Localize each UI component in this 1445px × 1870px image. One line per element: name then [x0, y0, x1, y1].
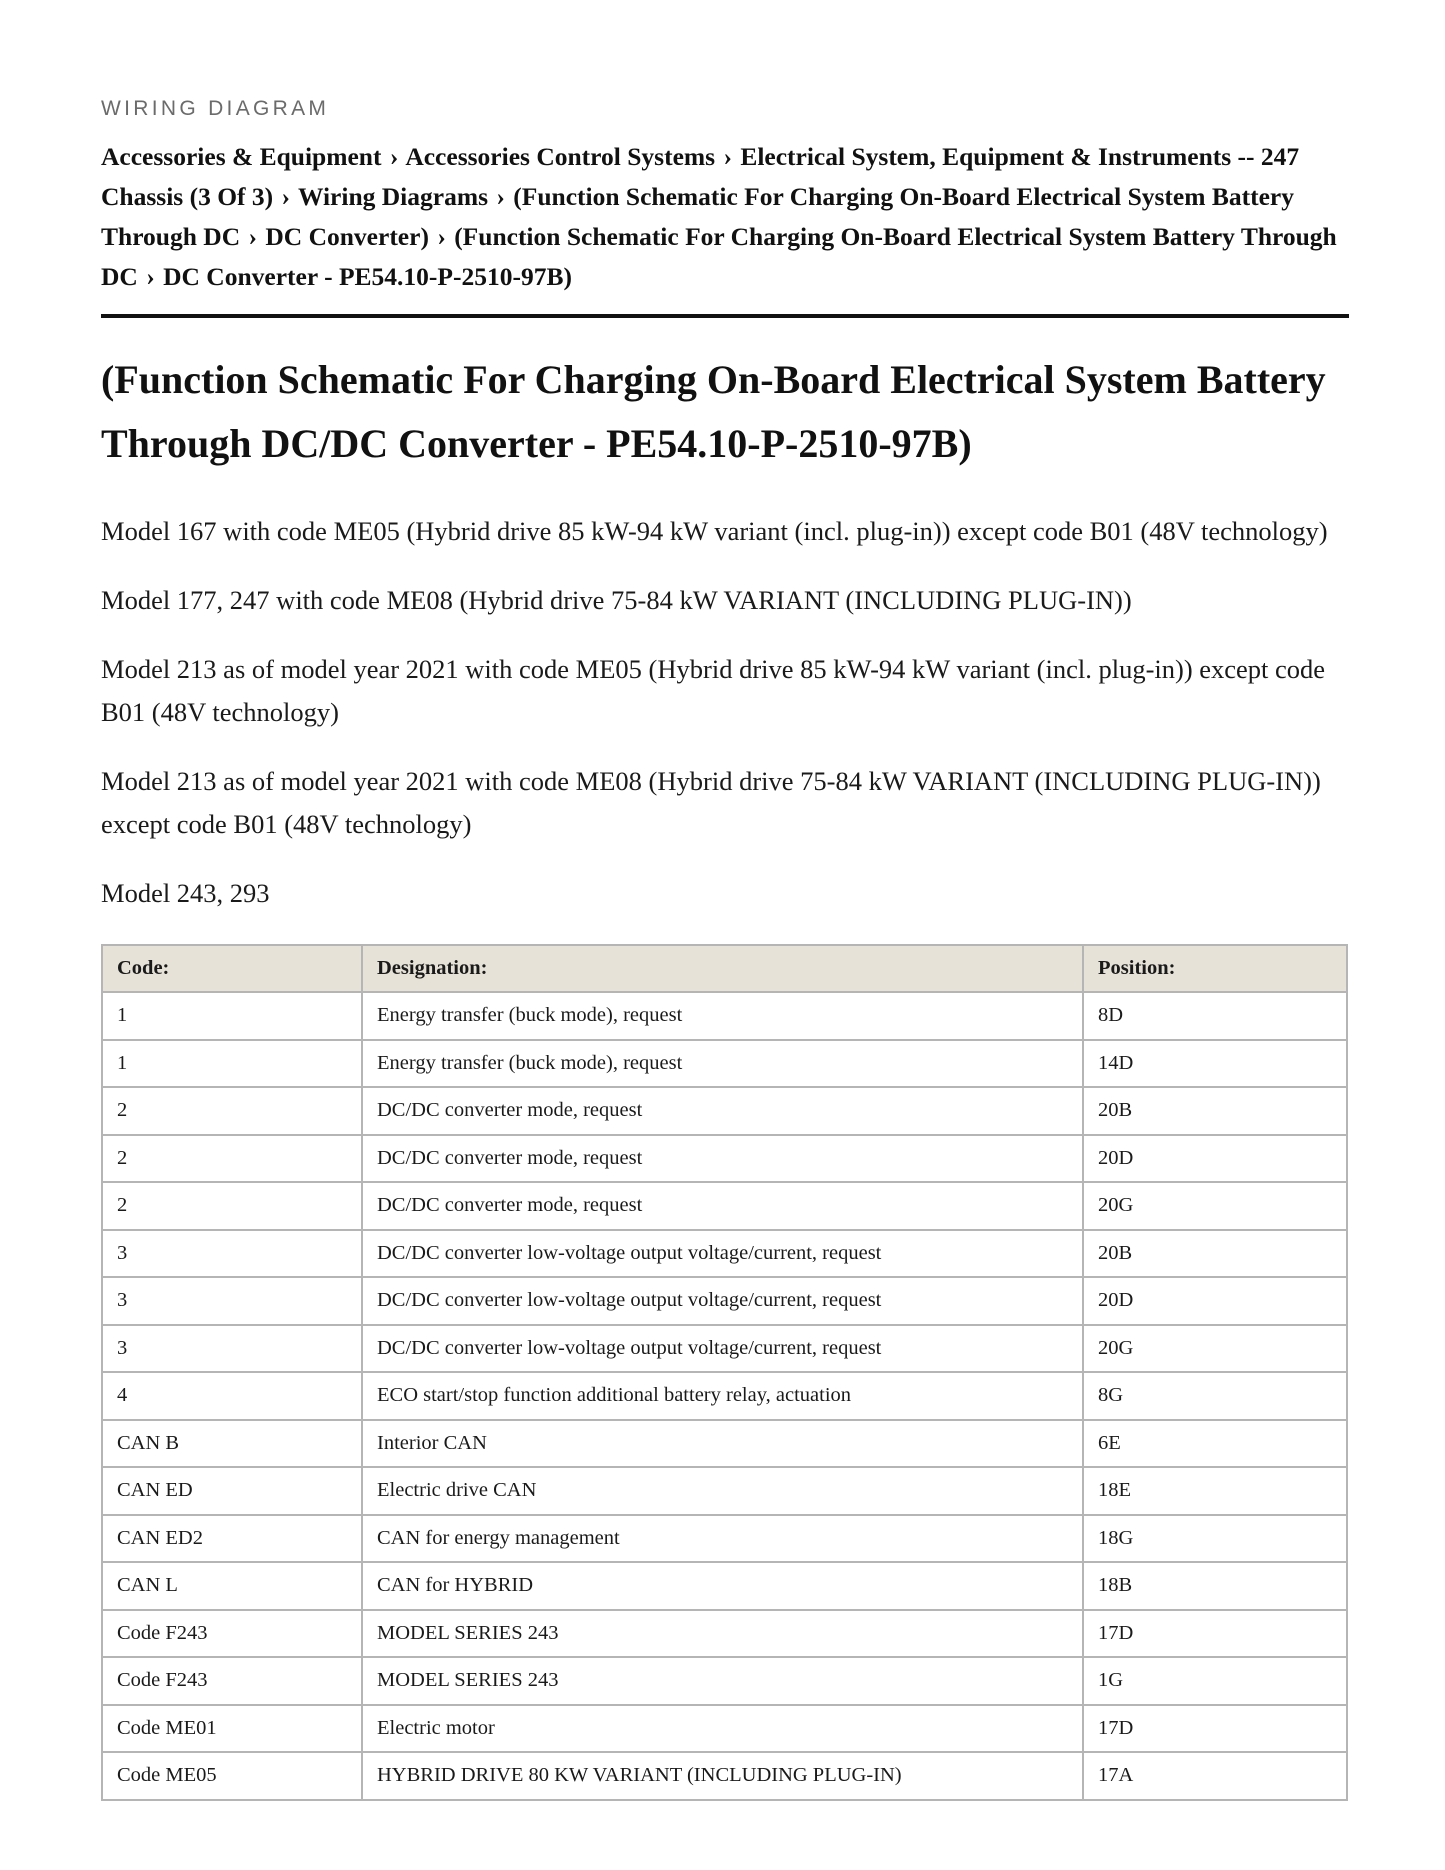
cell-designation: DC/DC converter low-voltage output voltage/current, request — [362, 1277, 1083, 1325]
breadcrumb-separator: › — [281, 182, 291, 211]
cell-designation: MODEL SERIES 243 — [362, 1610, 1083, 1658]
cell-designation: Interior CAN — [362, 1420, 1083, 1468]
table-row — [102, 1135, 1347, 1183]
cell-code: CAN L — [102, 1562, 362, 1610]
breadcrumb — [101, 137, 1349, 318]
cell-designation: HYBRID DRIVE 80 KW VARIANT (INCLUDING PLUG-IN) — [362, 1752, 1083, 1800]
cell-code: Code F243 — [102, 1657, 362, 1705]
cell-designation: ECO start/stop function additional battery relay, actuation — [362, 1372, 1083, 1420]
breadcrumb-separator: › — [437, 222, 446, 251]
cell-position: 8G — [1083, 1372, 1347, 1420]
cell-position: 18B — [1083, 1562, 1347, 1610]
cell-code: Code ME05 — [102, 1752, 362, 1800]
table-row — [102, 1705, 1347, 1753]
cell-position: 20G — [1083, 1325, 1347, 1373]
breadcrumb-item[interactable]: DC Converter) — [265, 222, 429, 251]
table-row — [102, 992, 1347, 1040]
table-row — [102, 1752, 1347, 1800]
cell-designation: DC/DC converter mode, request — [362, 1087, 1083, 1135]
cell-code: CAN ED2 — [102, 1515, 362, 1563]
document-page — [101, 96, 1349, 1801]
cell-designation: CAN for energy management — [362, 1515, 1083, 1563]
cell-position: 17A — [1083, 1752, 1347, 1800]
cell-code: 1 — [102, 992, 362, 1040]
cell-position: 20G — [1083, 1182, 1347, 1230]
cell-position: 18E — [1083, 1467, 1347, 1515]
breadcrumb-item[interactable]: Wiring Diagrams — [297, 182, 489, 211]
page-title: (Function Schematic For Charging On-Board Electrical System Battery Through DC/DC Converter - PE54.10-P-2510-97B) — [101, 357, 1326, 466]
table-row — [102, 1420, 1347, 1468]
cell-code: CAN B — [102, 1420, 362, 1468]
breadcrumb-separator: › — [496, 182, 505, 211]
applicability-paragraph: Model 243, 293 — [101, 878, 270, 908]
cell-code: 4 — [102, 1372, 362, 1420]
cell-designation: DC/DC converter mode, request — [362, 1135, 1083, 1183]
cell-designation: DC/DC converter low-voltage output voltage/current, request — [362, 1325, 1083, 1373]
cell-code: 3 — [102, 1325, 362, 1373]
cell-code: 2 — [102, 1087, 362, 1135]
breadcrumb-separator: › — [389, 142, 399, 171]
cell-code: Code F243 — [102, 1610, 362, 1658]
breadcrumb-separator: › — [248, 222, 257, 251]
table-row — [102, 1040, 1347, 1088]
cell-code: 3 — [102, 1277, 362, 1325]
table-row — [102, 1182, 1347, 1230]
applicability-paragraph: Model 177, 247 with code ME08 (Hybrid drive 75-84 kW VARIANT (INCLUDING PLUG-IN)) — [101, 585, 1132, 615]
breadcrumb-item[interactable]: (Function Schematic For Charging On-Board Electrical System Battery Through DC — [101, 222, 1337, 291]
cell-code: 2 — [102, 1182, 362, 1230]
table-row — [102, 1515, 1347, 1563]
column-header-designation: Designation: — [362, 945, 1083, 992]
cell-designation: Electric motor — [362, 1705, 1083, 1753]
cell-position: 14D — [1083, 1040, 1347, 1088]
column-header-position: Position: — [1083, 945, 1347, 992]
cell-designation: Energy transfer (buck mode), request — [362, 992, 1083, 1040]
cell-designation: DC/DC converter low-voltage output voltage/current, request — [362, 1230, 1083, 1278]
table-header-row — [102, 945, 1347, 992]
table-row — [102, 1277, 1347, 1325]
cell-code: Code ME01 — [102, 1705, 362, 1753]
cell-designation: MODEL SERIES 243 — [362, 1657, 1083, 1705]
cell-position: 20D — [1083, 1135, 1347, 1183]
cell-position: 18G — [1083, 1515, 1347, 1563]
table-row — [102, 1562, 1347, 1610]
table-row — [102, 1372, 1347, 1420]
table-row — [102, 1657, 1347, 1705]
applicability-paragraph: Model 213 as of model year 2021 with code ME05 (Hybrid drive 85 kW-94 kW variant (incl. plug-in)) except code B01 (48V technology) — [101, 654, 1326, 727]
cell-designation: Electric drive CAN — [362, 1467, 1083, 1515]
table-row — [102, 1467, 1347, 1515]
table-row — [102, 1610, 1347, 1658]
cell-position: 17D — [1083, 1705, 1347, 1753]
breadcrumb-separator: › — [723, 142, 732, 171]
breadcrumb-separator: › — [146, 262, 155, 291]
applicability-paragraph: Model 213 as of model year 2021 with code ME08 (Hybrid drive 75-84 kW VARIANT (INCLUDING PLUG-IN)) except code B01 (48V technology) — [101, 766, 1321, 839]
cell-position: 20B — [1083, 1087, 1347, 1135]
breadcrumb-item[interactable]: Accessories Control Systems — [405, 142, 716, 171]
table-body — [102, 992, 1347, 1800]
cell-position: 1G — [1083, 1657, 1347, 1705]
cell-code: 3 — [102, 1230, 362, 1278]
table-row — [102, 1087, 1347, 1135]
table-row — [102, 1230, 1347, 1278]
cell-code: CAN ED — [102, 1467, 362, 1515]
cell-designation: CAN for HYBRID — [362, 1562, 1083, 1610]
cell-designation: DC/DC converter mode, request — [362, 1182, 1083, 1230]
cell-code: 1 — [102, 1040, 362, 1088]
breadcrumb-item[interactable]: (Function Schematic For Charging On-Board Electrical System Battery Through DC — [101, 182, 1294, 251]
table-row — [102, 1325, 1347, 1373]
cell-position: 8D — [1083, 992, 1347, 1040]
document-type-label: WIRING DIAGRAM — [101, 97, 330, 120]
cell-code: 2 — [102, 1135, 362, 1183]
breadcrumb-item[interactable]: Accessories & Equipment — [101, 142, 382, 171]
breadcrumb-item[interactable]: Electrical System, Equipment & Instruments -- 247 Chassis (3 Of 3) — [101, 142, 1300, 211]
column-header-code: Code: — [102, 945, 362, 992]
cell-designation: Energy transfer (buck mode), request — [362, 1040, 1083, 1088]
breadcrumb-item[interactable]: DC Converter - PE54.10-P-2510-97B) — [163, 262, 572, 291]
cell-position: 20D — [1083, 1277, 1347, 1325]
cell-position: 17D — [1083, 1610, 1347, 1658]
cell-position: 6E — [1083, 1420, 1347, 1468]
code-table — [101, 944, 1348, 1801]
cell-position: 20B — [1083, 1230, 1347, 1278]
applicability-paragraph: Model 167 with code ME05 (Hybrid drive 85 kW-94 kW variant (incl. plug-in)) except code B01 (48V technology) — [101, 516, 1328, 546]
